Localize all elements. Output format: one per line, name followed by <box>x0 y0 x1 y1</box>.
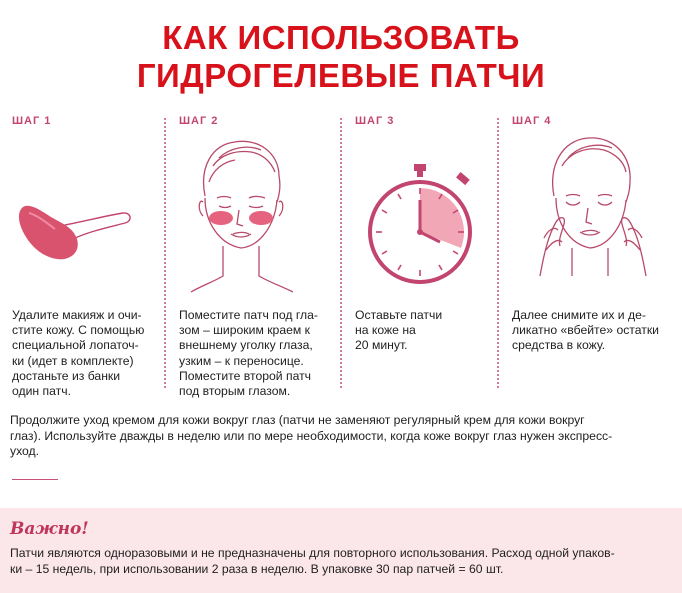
separator-line <box>12 479 58 480</box>
step-divider <box>340 118 344 388</box>
step-2-label: ШАГ 2 <box>179 115 219 127</box>
stopwatch-icon <box>360 160 480 285</box>
step-divider <box>497 118 501 388</box>
step-1-text: Удалите макияж и очи- стите кожу. С помощью специальной лопаточ- ки (идет в комплекте) достаньте из банки один патч. <box>12 308 145 399</box>
hydrogel-patch-on-spatula-icon <box>15 195 135 270</box>
care-instructions: Продолжите уход кремом для кожи вокруг глаз (патчи не заменяют регулярный крем для кожи вокруг глаз). Используйте дважды в неделю или по мере необходимости, когда коже вокруг глаз нужен экспресс- уход. <box>10 413 613 459</box>
face-with-eye-patches-icon <box>183 126 298 296</box>
step-3-label: ШАГ 3 <box>355 115 395 127</box>
important-text: Патчи являются одноразовыми и не предназначены для повторного использования. Расход одной упаков- ки – 15 недель, при использовании 2 раза в неделю. В упаковке 30 пар патчей = 60 шт. <box>10 546 615 576</box>
face-with-hands-icon <box>534 126 652 298</box>
title-line-1: КАК ИСПОЛЬЗОВАТЬ <box>162 19 520 56</box>
step-4-text: Далее снимите их и де- ликатно «вбейте» остатки средства в кожу. <box>512 308 659 353</box>
step-divider <box>164 118 168 388</box>
step-1-label: ШАГ 1 <box>12 115 52 127</box>
important-title: Важно! <box>10 519 89 539</box>
step-4-label: ШАГ 4 <box>512 115 552 127</box>
step-2-text: Поместите патч под гла- зом – широким краем к внешнему уголку глаза, узким – к переносице. Поместите второй патч под вторым глазом. <box>179 308 318 399</box>
title-line-2: ГИДРОГЕЛЕВЫЕ ПАТЧИ <box>136 57 546 94</box>
step-3-text: Оставьте патчи на коже на 20 минут. <box>355 308 443 353</box>
